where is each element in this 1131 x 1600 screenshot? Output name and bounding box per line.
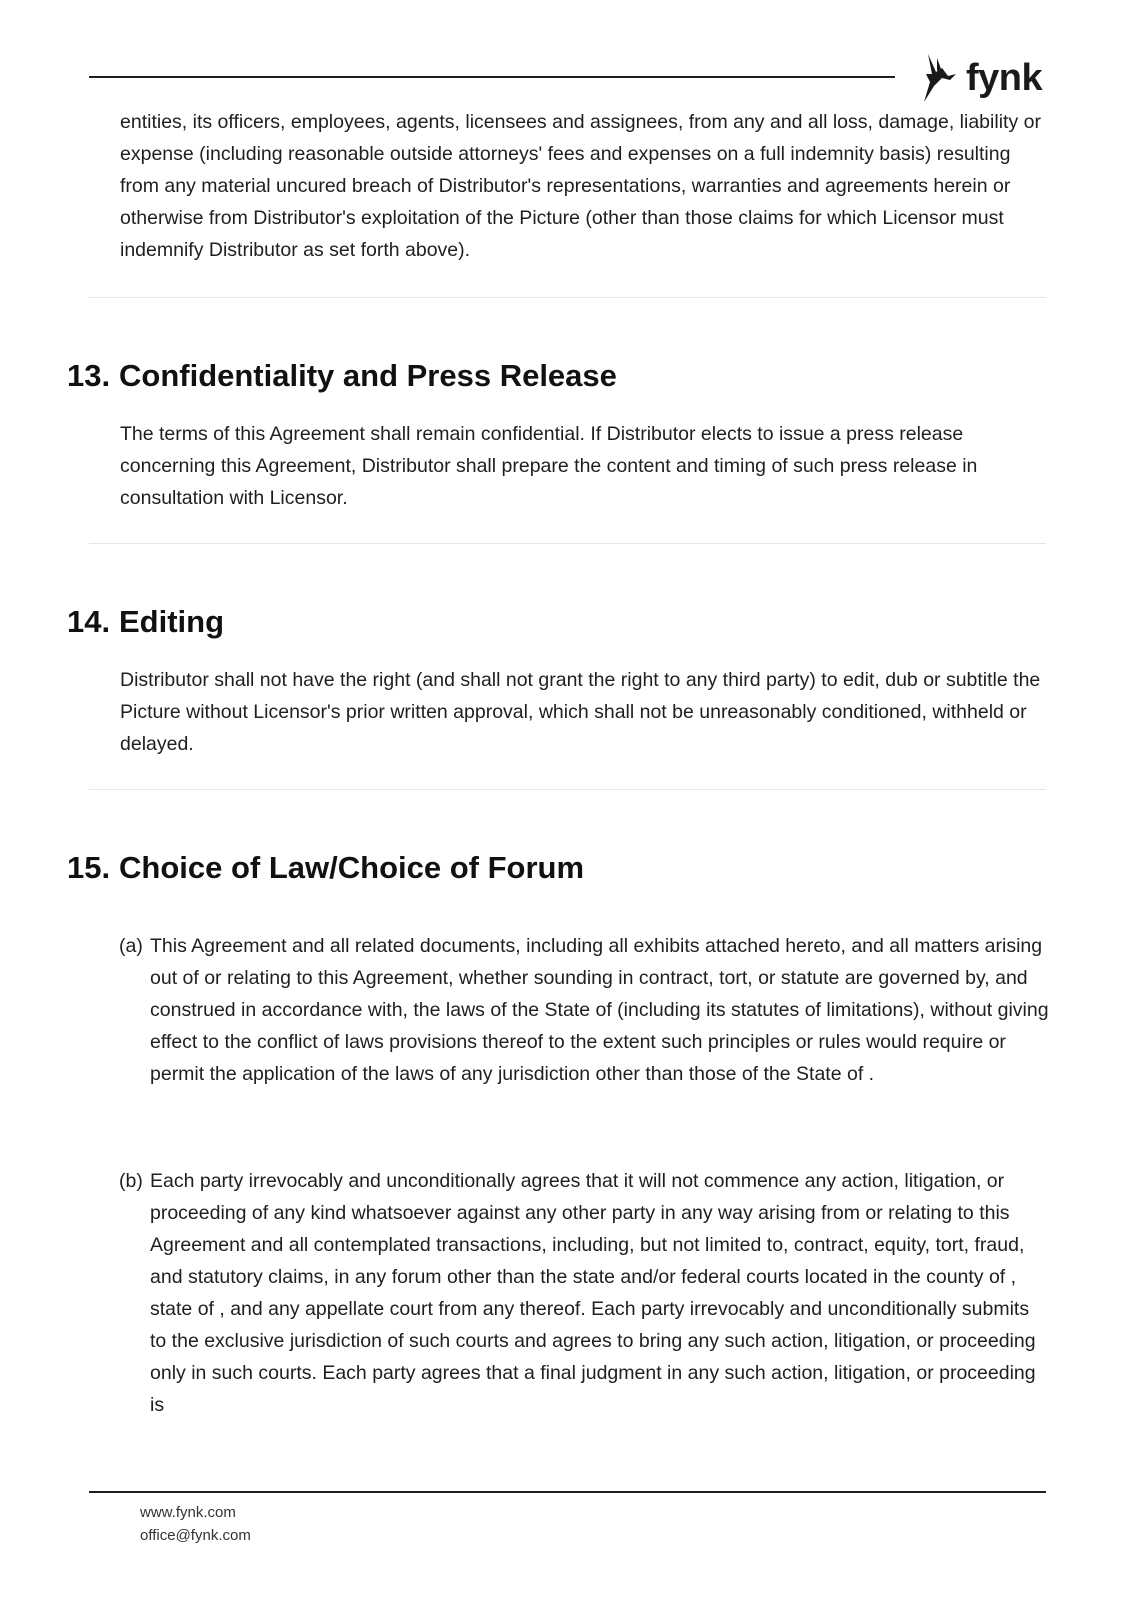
section-13-body: The terms of this Agreement shall remain confidential. If Distributor elects to issue a press release concerning this Agreement, Distributor shall prepare the content and timing of such press release in consultation with Licensor. [120, 423, 978, 509]
header-rule [89, 76, 895, 78]
clause-text: This Agreement and all related documents, including all exhibits attached hereto, and all matters arising out of or relating to this Agreement, whether sounding in contract, tort, or statute are governed by, and construed in accordance with, the laws of the State of (including its statutes of limitations), without giving effect to the conflict of laws provisions thereof to the extent such principles or rules would require or permit the application of the laws of any jurisdiction other than those of the State of . [150, 935, 1049, 1085]
section-title: Choice of Law/Choice of Forum [119, 850, 585, 885]
section-14-heading [67, 603, 224, 641]
clause-marker: (a) [119, 935, 143, 957]
section-15-heading [67, 849, 584, 887]
bird-logo-icon [920, 52, 962, 104]
clause-text: Each party irrevocably and unconditionally agrees that it will not commence any action, litigation, or proceeding of any kind whatsoever against any other party in any way arising from or relating to this Agreement and all contemplated transactions, including, but not limited to, contract, equity, tort, fraud, and statutory claims, in any forum other than the state and/or federal courts located in the county of , state of , and any appellate court from any thereof. Each party irrevocably and unconditionally submits to the exclusive jurisdiction of such courts and agrees to bring any such action, litigation, or proceeding only in such courts. Each party agrees that a final judgment in any such action, litigation, or proceeding is [150, 1170, 1036, 1416]
section-divider [89, 789, 1046, 790]
section-14-body: Distributor shall not have the right (and shall not grant the right to any third party) to edit, dub or subtitle the Picture without Licensor's prior written approval, which shall not be unreasonably conditioned, withheld or delayed. [120, 669, 1041, 755]
footer-email: office@fynk.com [140, 1527, 251, 1544]
footer-rule [89, 1491, 1046, 1493]
footer-website: www.fynk.com [140, 1504, 236, 1521]
brand-name: fynk [966, 57, 1043, 99]
section-title: Confidentiality and Press Release [119, 358, 617, 393]
brand-logo [920, 52, 1050, 104]
section-number: 14. [67, 604, 111, 639]
clause-a [119, 930, 1049, 1090]
section-title: Editing [119, 604, 225, 639]
section-number: 15. [67, 850, 111, 885]
section-13-heading [67, 357, 617, 395]
section-divider [89, 297, 1046, 298]
section-number: 13. [67, 358, 111, 393]
clause-b [119, 1165, 1049, 1421]
clause-marker: (b) [119, 1170, 143, 1192]
section-divider [89, 543, 1046, 544]
intro-paragraph: entities, its officers, employees, agents, licensees and assignees, from any and all loss, damage, liability or expense (including reasonable outside attorneys' fees and expenses on a full indemnity basis) resulting from any material uncured breach of Distributor's representations, warranties and agreements herein or otherwise from Distributor's exploitation of the Picture (other than those claims for which Licensor must indemnify Distributor as set forth above). [120, 111, 1041, 261]
